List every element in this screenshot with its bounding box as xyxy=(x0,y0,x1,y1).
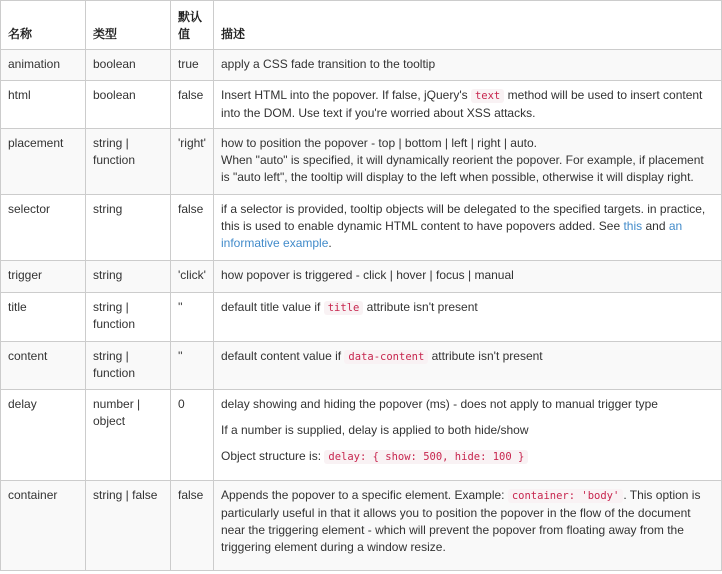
option-name: placement xyxy=(1,129,86,195)
option-description: apply a CSS fade transition to the tooltip xyxy=(214,50,722,81)
desc-text: . xyxy=(328,236,332,250)
option-type: string | false xyxy=(86,481,171,571)
option-description xyxy=(214,390,722,481)
desc-text: if a selector is provided, tooltip objects will be delegated to the specified targets. in practice, this is used to enable dynamic HTML content to have popovers added. See xyxy=(221,202,706,233)
option-default: false xyxy=(171,195,214,261)
desc-text: default content value if xyxy=(221,349,345,363)
desc-text: how to position the popover - top | bottom | left | right | auto. xyxy=(221,136,537,150)
option-description xyxy=(214,81,722,129)
option-name: container xyxy=(1,481,86,571)
header-type: 类型 xyxy=(86,1,171,50)
table-row xyxy=(1,481,722,571)
option-name: selector xyxy=(1,195,86,261)
table-row xyxy=(1,261,722,293)
informative-example-link[interactable]: an informative example xyxy=(221,219,683,250)
option-description xyxy=(214,195,722,261)
code-snippet: title xyxy=(324,301,364,315)
option-description xyxy=(214,129,722,195)
this-link[interactable]: this xyxy=(623,219,643,233)
option-description xyxy=(214,342,722,390)
desc-text: and xyxy=(642,219,669,233)
option-default: true xyxy=(171,50,214,81)
option-type: number | object xyxy=(86,390,171,481)
option-type: string xyxy=(86,261,171,293)
desc-paragraph: If a number is supplied, delay is applied to both hide/show xyxy=(221,423,529,437)
option-type: boolean xyxy=(86,81,171,129)
option-default: '' xyxy=(171,293,214,342)
option-default: 'click' xyxy=(171,261,214,293)
option-description xyxy=(214,293,722,342)
option-default: 'right' xyxy=(171,129,214,195)
desc-text: method will be used to insert content into the DOM. Use text if you're worried about XSS attacks. xyxy=(221,88,703,120)
table-row xyxy=(1,195,722,261)
desc-text: Insert HTML into the popover. If false, jQuery's xyxy=(221,88,471,102)
header-row xyxy=(1,1,722,50)
option-name: trigger xyxy=(1,261,86,293)
code-snippet: text xyxy=(471,89,504,103)
option-default: '' xyxy=(171,342,214,390)
option-type: string | function xyxy=(86,293,171,342)
desc-text: Object structure is: xyxy=(221,449,325,463)
table-row xyxy=(1,50,722,81)
desc-text: When "auto" is specified, it will dynamically reorient the popover. For example, if placement is "auto left", the tooltip will display to the left when possible, otherwise it will display right. xyxy=(221,153,704,184)
header-description: 描述 xyxy=(214,1,722,50)
code-snippet: container: 'body' xyxy=(508,489,623,503)
table-row xyxy=(1,293,722,342)
desc-text: . This option is particularly useful in that it allows you to position the popover in the flow of the document near the triggering element - which will prevent the popover from floating away from the triggering element during a window resize. xyxy=(221,488,701,554)
desc-text: attribute isn't present xyxy=(428,349,543,363)
option-name: html xyxy=(1,81,86,129)
option-default: false xyxy=(171,481,214,571)
option-name: title xyxy=(1,293,86,342)
header-default: 默认值 xyxy=(171,1,214,50)
desc-text: Appends the popover to a specific element. Example: xyxy=(221,488,508,502)
option-type: boolean xyxy=(86,50,171,81)
option-type: string xyxy=(86,195,171,261)
option-name: delay xyxy=(1,390,86,481)
option-default: false xyxy=(171,81,214,129)
table-row xyxy=(1,129,722,195)
desc-text: attribute isn't present xyxy=(363,300,478,314)
desc-paragraph: delay showing and hiding the popover (ms) - does not apply to manual trigger type xyxy=(221,397,658,411)
option-name: animation xyxy=(1,50,86,81)
option-type: string | function xyxy=(86,129,171,195)
option-name: content xyxy=(1,342,86,390)
table-row xyxy=(1,390,722,481)
code-snippet: delay: { show: 500, hide: 100 } xyxy=(324,450,528,464)
header-name: 名称 xyxy=(1,1,86,50)
desc-paragraph xyxy=(221,448,714,466)
desc-text: default title value if xyxy=(221,300,324,314)
code-snippet: data-content xyxy=(344,350,428,364)
table-row xyxy=(1,81,722,129)
option-type: string | function xyxy=(86,342,171,390)
option-default: 0 xyxy=(171,390,214,481)
table-row xyxy=(1,342,722,390)
option-description xyxy=(214,481,722,571)
option-description: how popover is triggered - click | hover | focus | manual xyxy=(214,261,722,293)
